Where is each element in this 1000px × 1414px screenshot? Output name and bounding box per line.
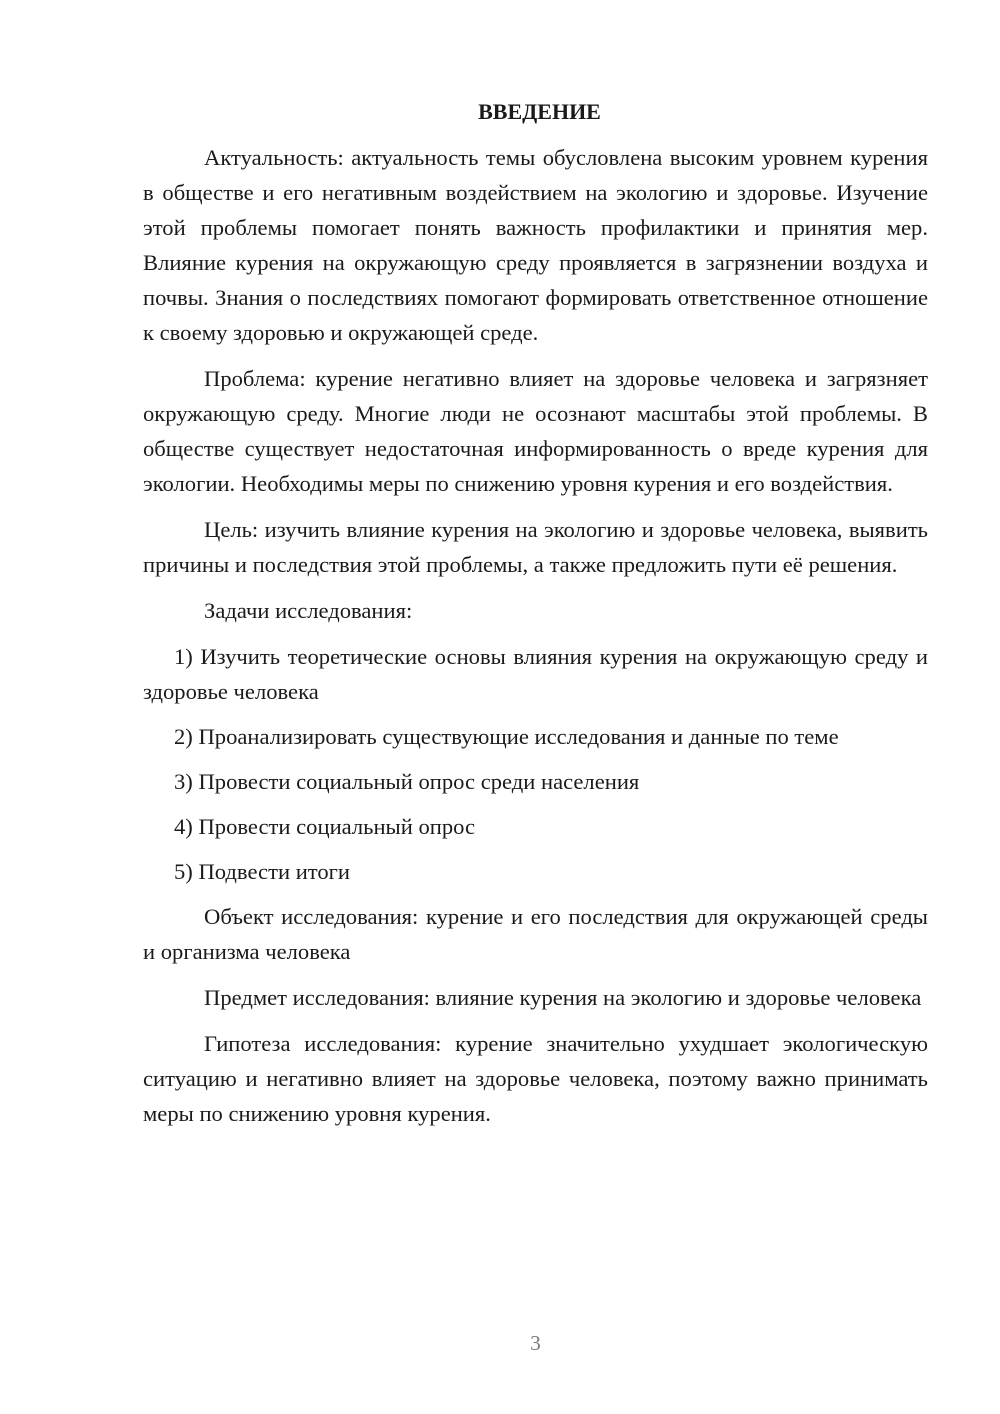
- goal-paragraph: Цель: изучить влияние курения на экологию и здоровье человека, выявить причины и последствия этой проблемы, а также предложить пути её решения.: [143, 517, 928, 577]
- object-paragraph: Объект исследования: курение и его последствия для окружающей среды и организма человека: [143, 904, 928, 964]
- page-content: [143, 94, 928, 1142]
- page-title: ВВЕДЕНИЕ: [478, 99, 601, 124]
- page-number: 3: [530, 1331, 541, 1355]
- relevance-paragraph: Актуальность: актуальность темы обусловлена высоким уровнем курения в обществе и его негативным воздействием на экологию и здоровье. Изучение этой проблемы помогает понять важность профилактики и принятия мер. Влияние курения на окружающую среду проявляется в загрязнении воздуха и почвы. Знания о последствиях помогают формировать ответственное отношение к своему здоровью и окружающей среде.: [143, 145, 928, 345]
- list-item: 4) Провести социальный опрос: [174, 814, 476, 839]
- subject-paragraph: Предмет исследования: влияние курения на экологию и здоровье человека: [204, 985, 922, 1010]
- tasks-list: [143, 639, 928, 889]
- list-item: 3) Провести социальный опрос среди населения: [174, 769, 640, 794]
- problem-paragraph: Проблема: курение негативно влияет на здоровье человека и загрязняет окружающую среду. Многие люди не осознают масштабы этой проблемы. В обществе существует недостаточная информированность о вреде курения для экологии. Необходимы меры по снижению уровня курения и его воздействия.: [143, 366, 928, 496]
- tasks-title: Задачи исследования:: [204, 598, 413, 623]
- list-item: 5) Подвести итоги: [174, 859, 351, 884]
- list-item: 2) Проанализировать существующие исследования и данные по теме: [174, 724, 839, 749]
- hypothesis-paragraph: Гипотеза исследования: курение значительно ухудшает экологическую ситуацию и негативно влияет на здоровье человека, поэтому важно принимать меры по снижению уровня курения.: [143, 1031, 928, 1126]
- list-item: 1) Изучить теоретические основы влияния курения на окружающую среду и здоровье человека: [143, 644, 928, 704]
